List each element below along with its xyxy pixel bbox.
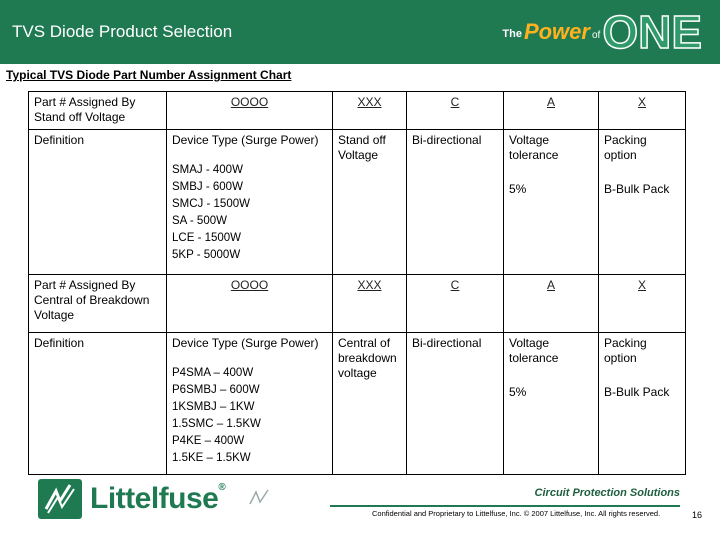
device-type-list (172, 365, 327, 467)
definition-label: Definition (29, 333, 167, 475)
list-item: SMAJ - 400W (172, 164, 243, 176)
list-item: P4SMA – 400W (172, 367, 254, 379)
code-xxx: XXX (333, 275, 407, 333)
littelfuse-mark-icon (38, 479, 82, 519)
device-type-heading: Device Type (Surge Power) (172, 336, 319, 350)
table-row (29, 92, 686, 130)
tolerance-definition: Voltage tolerance (509, 336, 559, 365)
direction-definition: Bi-directional (407, 333, 504, 475)
logo-power: Power (523, 19, 590, 44)
list-item: SMBJ - 600W (172, 181, 243, 193)
code-c: C (407, 275, 504, 333)
packing-value: B-Bulk Pack (604, 182, 670, 196)
tolerance-definition: Voltage tolerance (509, 133, 559, 162)
part-number-table (28, 91, 686, 475)
swoosh-icon (248, 488, 278, 508)
code-oooo: OOOO (167, 92, 333, 130)
list-item: 1.5KE – 1.5KW (172, 452, 251, 464)
packing-cell (599, 130, 686, 275)
packing-definition: Packing option (604, 336, 647, 365)
code-a: A (504, 275, 599, 333)
device-type-list (172, 162, 327, 264)
voltage-definition: Central of breakdown voltage (333, 333, 407, 475)
list-item: LCE - 1500W (172, 232, 242, 244)
device-type-cell (167, 333, 333, 475)
voltage-definition: Stand off Voltage (333, 130, 407, 275)
tolerance-cell (504, 130, 599, 275)
chart-subtitle: Typical TVS Diode Part Number Assignment Chart (6, 68, 292, 82)
tolerance-value: 5% (509, 182, 527, 196)
code-a: A (504, 92, 599, 130)
list-item: P6SMBJ – 600W (172, 384, 260, 396)
logo-one: ONE (602, 6, 702, 58)
packing-cell (599, 333, 686, 475)
confidential-notice: Confidential and Proprietary to Littelfuse, Inc. © 2007 Littelfuse, Inc. All rights reserved. (372, 509, 661, 518)
list-item: 1KSMBJ – 1KW (172, 401, 255, 413)
list-item: P4KE – 400W (172, 435, 245, 447)
list-item: 1.5SMC – 1.5KW (172, 418, 261, 430)
list-item: 5KP - 5000W (172, 249, 241, 261)
page-title: TVS Diode Product Selection (12, 22, 233, 41)
code-x: X (599, 92, 686, 130)
direction-definition: Bi-directional (407, 130, 504, 275)
page-number: 16 (692, 510, 703, 520)
littelfuse-logo (38, 478, 225, 520)
code-c: C (407, 92, 504, 130)
packing-definition: Packing option (604, 133, 647, 162)
device-type-heading: Device Type (Surge Power) (172, 133, 319, 147)
definition-label: Definition (29, 130, 167, 275)
tolerance-cell (504, 333, 599, 475)
logo-the: The (502, 28, 522, 40)
table-row (29, 333, 686, 475)
header-band (0, 0, 720, 64)
code-x: X (599, 275, 686, 333)
list-item: SMCJ - 1500W (172, 198, 250, 210)
logo-of: of (591, 29, 601, 41)
tolerance-value: 5% (509, 385, 527, 399)
section2-label: Part # Assigned By Central of Breakdown Voltage (29, 275, 167, 333)
packing-value: B-Bulk Pack (604, 385, 670, 399)
list-item: SA - 500W (172, 215, 227, 227)
footer-divider (330, 505, 680, 507)
code-oooo: OOOO (167, 275, 333, 333)
code-xxx: XXX (333, 92, 407, 130)
power-of-one-logo (502, 6, 702, 58)
device-type-cell (167, 130, 333, 275)
table-row (29, 130, 686, 275)
company-name: Littelfuse® (90, 482, 226, 515)
table-row (29, 275, 686, 333)
section1-label: Part # Assigned By Stand off Voltage (29, 92, 167, 130)
tagline: Circuit Protection Solutions (534, 487, 680, 499)
